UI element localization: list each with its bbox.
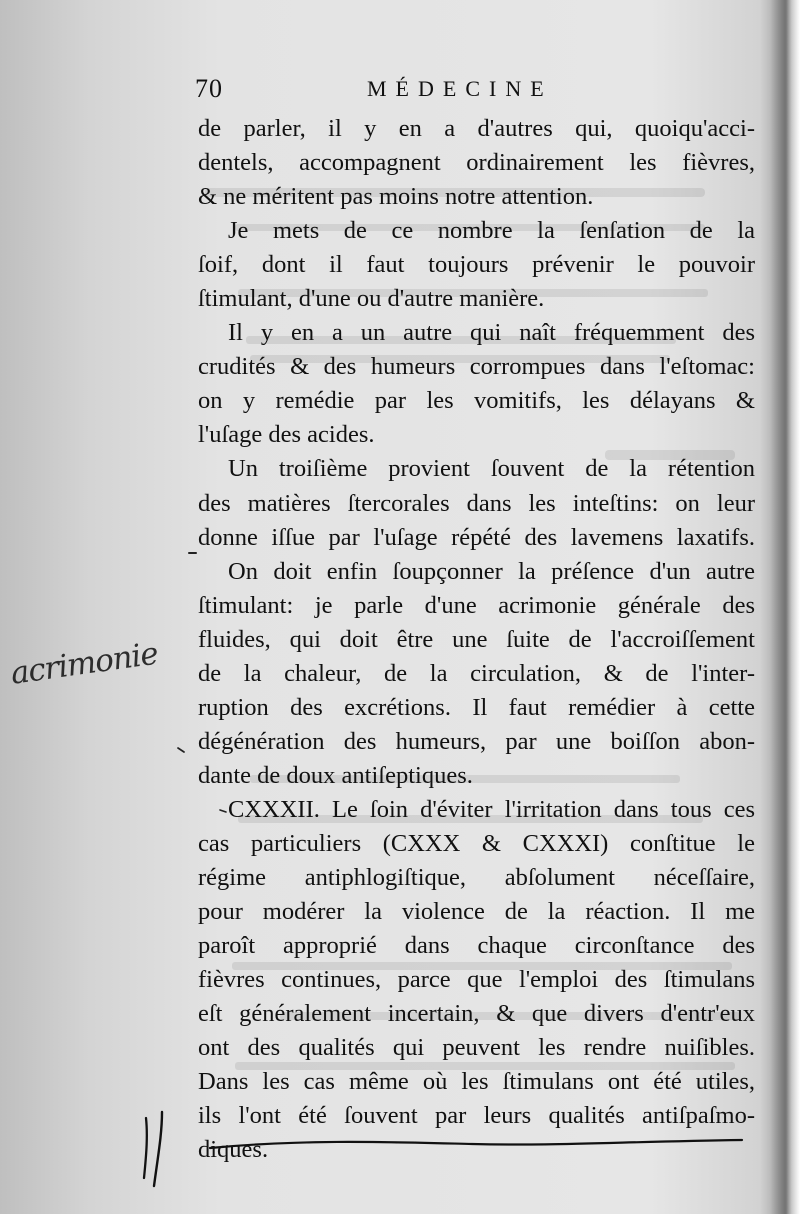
body-text bbox=[198, 112, 755, 1167]
text-line: fluides, qui doit être une ſuite de l'accroiſſement bbox=[198, 625, 755, 653]
section-first-line: CXXXII. Le ſoin d'éviter l'irritation dans tous ces bbox=[228, 795, 755, 823]
text-line: ils l'ont été ſouvent par leurs qualités antiſpaſmo- bbox=[198, 1102, 755, 1130]
text-line: paroît approprié dans chaque circonſtance des bbox=[198, 932, 755, 960]
text-line: dentels, accompagnent ordinairement les fièvres, bbox=[198, 149, 755, 177]
text-line: ſtimulant, d'une ou d'autre manière. bbox=[198, 285, 545, 313]
text-line: de parler, il y en a d'autres qui, quoiqu'acci- bbox=[198, 115, 755, 142]
running-head-title: MÉDECINE bbox=[367, 76, 553, 101]
text-line: l'uſage des acides. bbox=[198, 421, 375, 449]
text-line: crudités & des humeurs corrompues dans l'eſtomac: bbox=[198, 353, 755, 381]
text-line: ſoif, dont il faut toujours prévenir le pouvoir bbox=[198, 251, 755, 279]
text-line: Dans les cas même où les ſtimulans ont été utiles, bbox=[198, 1068, 755, 1096]
text-line: & ne méritent pas moins notre attention. bbox=[198, 183, 594, 211]
text-line: pour modérer la violence de la réaction. Il me bbox=[198, 898, 755, 926]
text-line: fièvres continues, parce que l'emploi des ſtimulans bbox=[198, 966, 755, 994]
text-line: dante de doux antiſeptiques. bbox=[198, 761, 473, 789]
paragraph-first-line: Un troiſième provient ſouvent de la rétention bbox=[228, 455, 755, 483]
text-line: régime antiphlogiſtique, abſolument néceſſaire, bbox=[198, 864, 755, 892]
handwritten-margin-note bbox=[5, 635, 175, 692]
text-line: dégénération des humeurs, par une boiſſon abon- bbox=[198, 727, 755, 755]
text-line: cas particuliers (CXXX & CXXXI) conſtitue le bbox=[198, 829, 755, 857]
paragraph-first-line: On doit enfin ſoupçonner la préſence d'un autre bbox=[228, 557, 755, 585]
paragraph-first-line: Il y en a un autre qui naît fréquemment des bbox=[228, 319, 755, 347]
paragraph-first-line: Je mets de ce nombre la ſenſation de la bbox=[228, 217, 755, 245]
page-edge-shadow bbox=[770, 0, 800, 1214]
text-line: des matières ſtercorales dans les inteſtins: on leur bbox=[198, 489, 755, 517]
handwritten-note-text: acrimonie bbox=[8, 635, 160, 692]
text-line: diques. bbox=[198, 1136, 269, 1164]
page-number: 70 bbox=[195, 74, 223, 103]
text-line: ſtimulant: je parle d'une acrimonie générale des bbox=[198, 591, 755, 619]
text-line: ruption des excrétions. Il faut remédier à cette bbox=[198, 693, 755, 721]
text-line: ont des qualités qui peuvent les rendre nuiſibles. bbox=[198, 1034, 755, 1062]
text-line: de la chaleur, de la circulation, & de l'inter- bbox=[198, 659, 755, 687]
text-line: donne iſſue par l'uſage répété des lavemens laxatifs. bbox=[198, 523, 755, 551]
text-line: on y remédie par les vomitifs, les délayans & bbox=[198, 387, 755, 415]
text-line: eſt généralement incertain, & que divers d'entr'eux bbox=[198, 1000, 755, 1028]
page-header bbox=[195, 74, 755, 104]
